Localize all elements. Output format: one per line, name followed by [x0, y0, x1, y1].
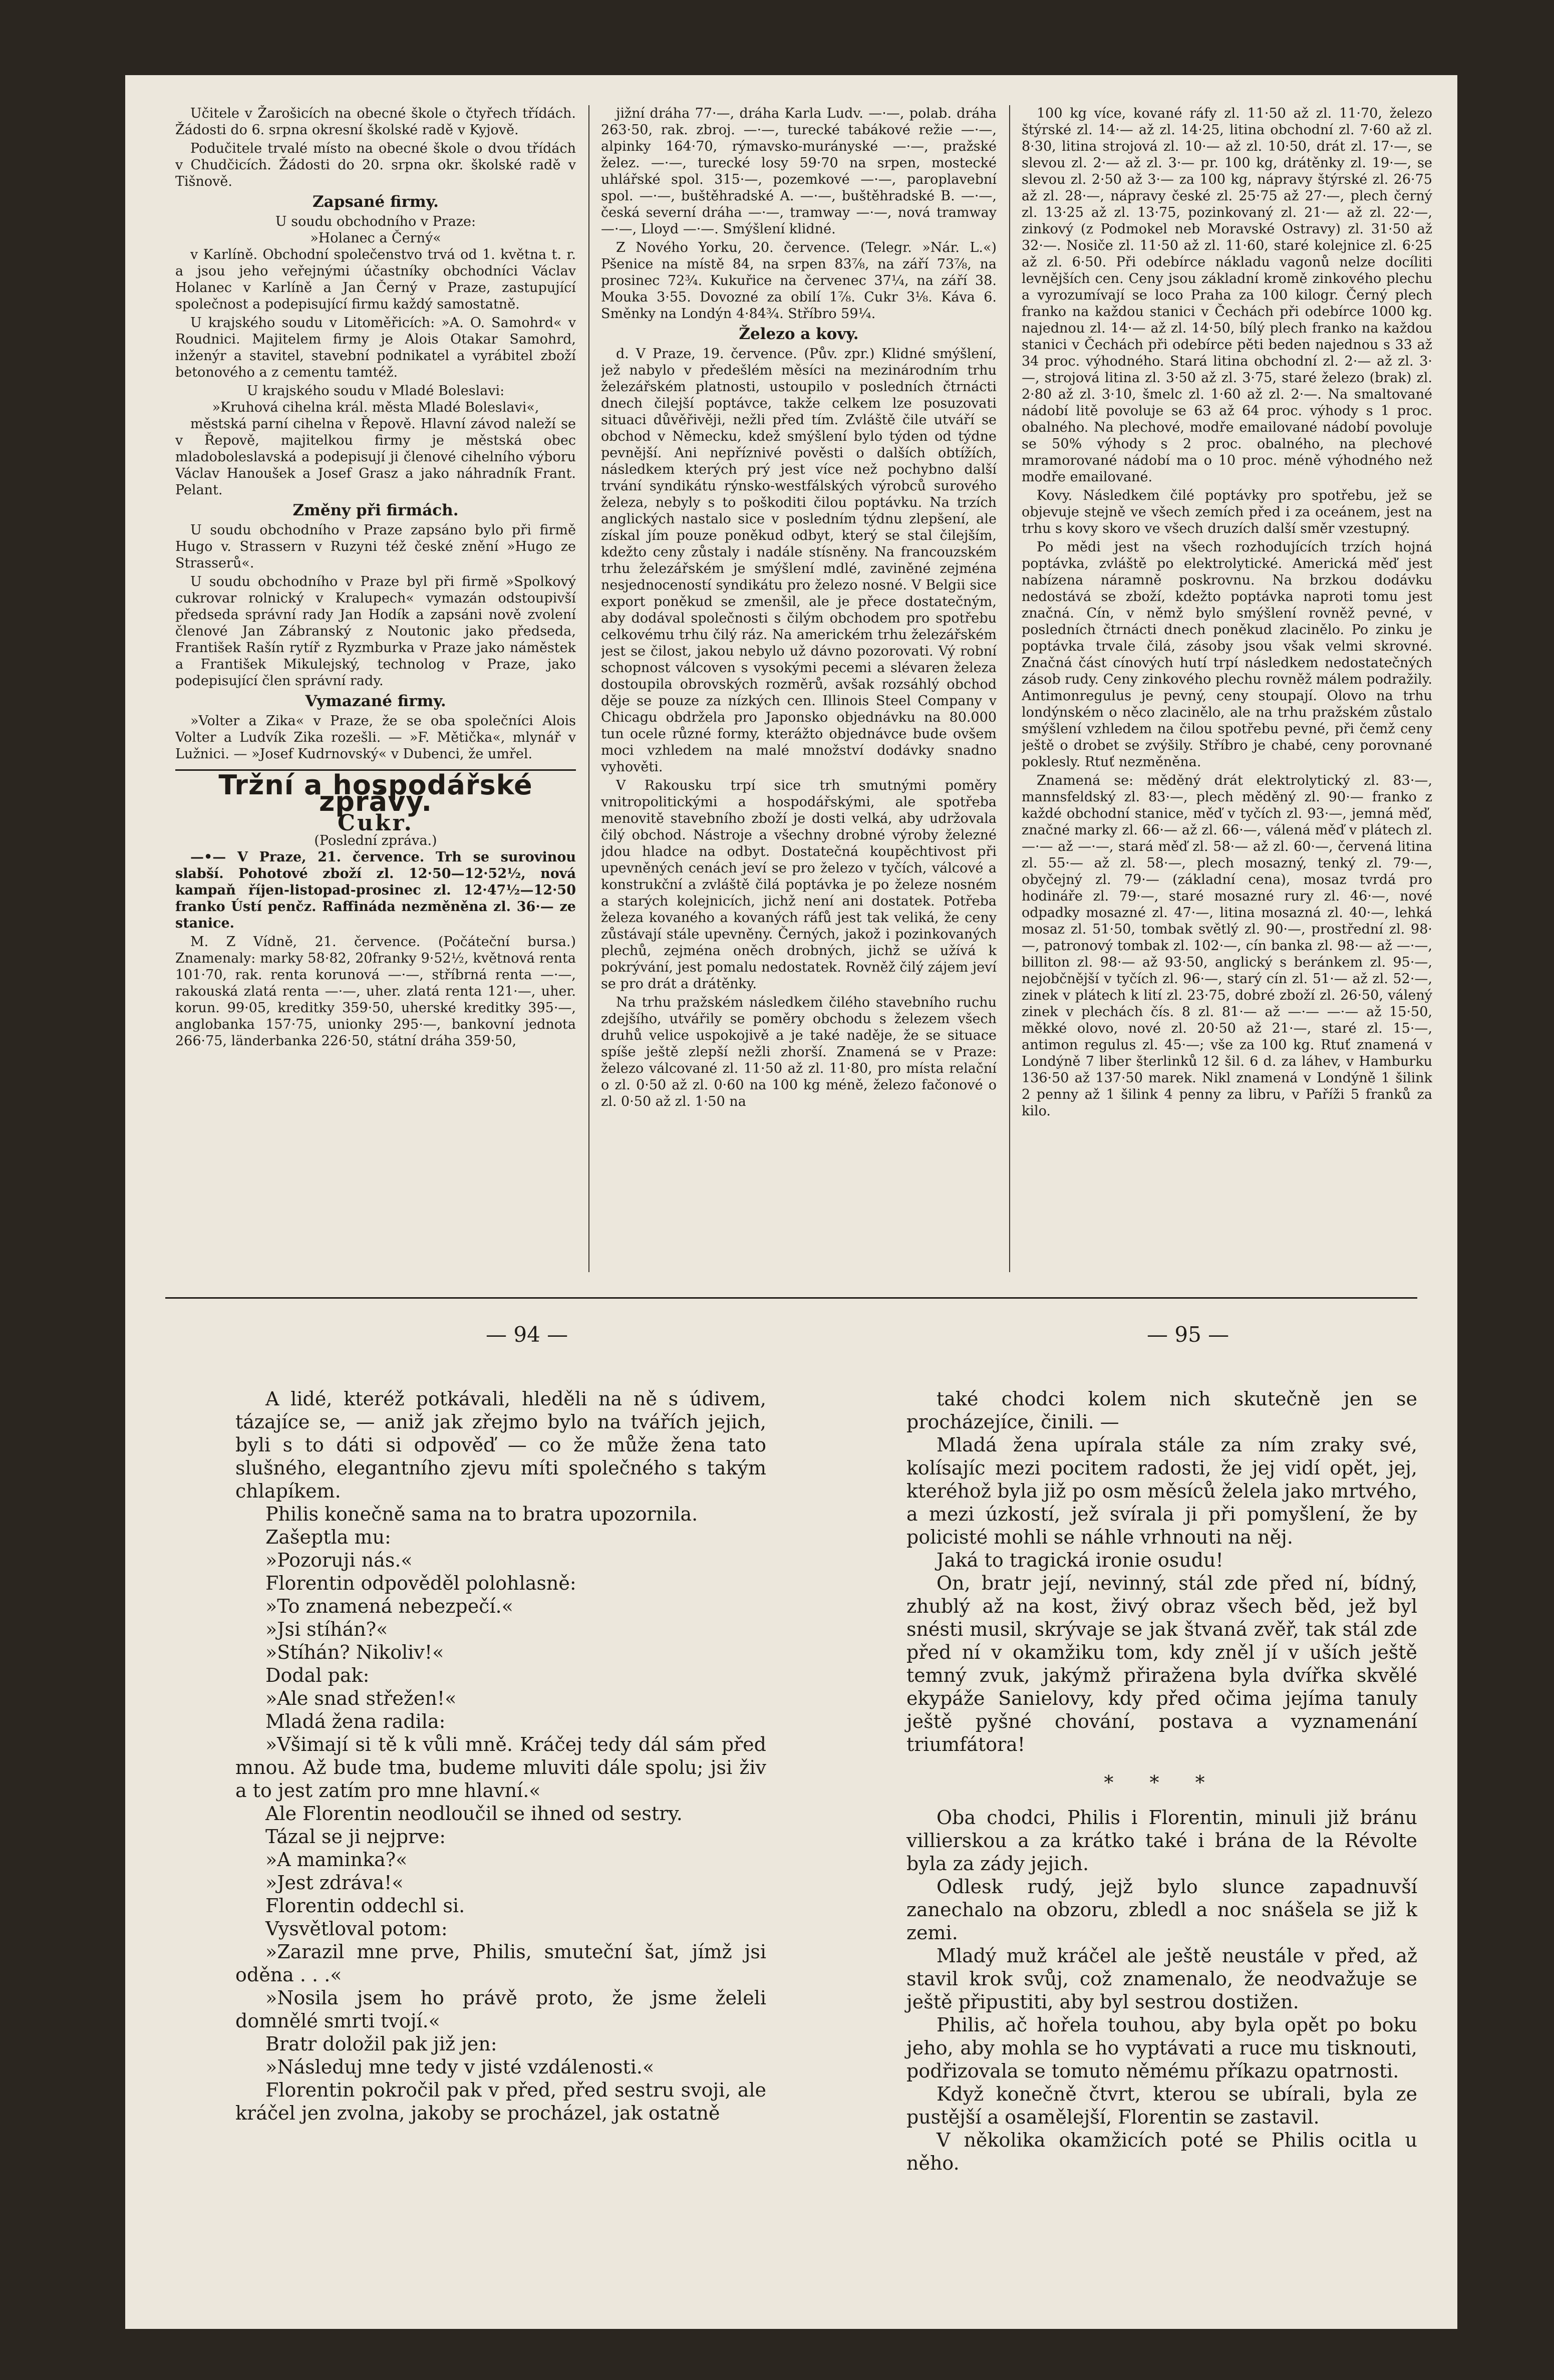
vienna-bourse: M. Z Vídně, 21. července. (Počáteční bursa.) Znamenaly: marky 58·82, 20franky 9·52½, květnová renta 101·70, rak. renta korunová —·—, stříbrná renta —·—, rakouská zlatá renta —·—, uher. zlatá renta 121·—, uher. korun. 99·05, kreditky 359·50, uherské kreditky 395·—, anglobanka 157·75, unionky 295·—, bankovní jednota 266·75, länderbanka 226·50, státní dráha 359·50, [175, 934, 576, 1049]
firm-cihelna-text: městská parní cihelna v Řepově. Hlavní závod naleží se v Řepově, majitelkou firmy je městská obec mladoboleslavská a podepisují ji členové cihelního výboru Václav Hanoušek a Josef Grasz a jako náhradník Frant. Pelant. [175, 416, 576, 498]
novel-paragraph: V několika okamžicích poté se Philis ocitla u něho. [906, 2129, 1417, 2174]
novel-paragraph: Mladá žena radila: [265, 1710, 446, 1732]
iron-report-3: Na trhu pražském následkem čilého stavebního ruchu zdejšího, utvářily se poměry obchodu s železem všech druhů velice uspokojivě a je také naděje, že se situace spíše ještě zlepší nežli zhorší. Znamená se v Praze: železo válcované zl. 11·50 až zl. 11·80, pro místa relační o zl. 0·50 až zl. 0·60 na 100 kg méně, železo fačonové o zl. 0·50 až zl. 1·50 na [601, 995, 997, 1109]
column-2 [601, 105, 997, 1287]
novel-paragraph: »Pozoruji nás.« [265, 1549, 413, 1571]
market-page [125, 75, 1457, 1292]
novel-paragraph: »Jsi stíhán?« [265, 1618, 388, 1640]
novel-paragraph: Florentin odpověděl polohlasně: [265, 1572, 576, 1594]
column-rule-1 [588, 105, 589, 1272]
novel-paragraph: Philis konečně sama na to bratra upozornila. [265, 1503, 698, 1525]
iron-report-1: d. V Praze, 19. července. (Pův. zpr.) Klidné smýšlení, jež nabylo v předešlém měsíci na mezinárodním trhu železářském platnosti, ustoupilo v posledních čtrnácti dnech čilejší poptávce, takže celkem lze posuzovati situaci důvěřivěji, nežli před tím. Zvláště čile utváří se obchod v Německu, kdež smýšlení bylo týden od týdne pevnější. Ani nepříznivé pověsti o dalších obtížích, následkem kterých prý jest více než pochybno další trvání syndikátu rýnsko-westfálských výrobců surového železa, nebyly s to poškoditi čilou poptávku. Na trzích anglických nastalo sice v posledním týdnu zlepšení, ale získal jím pouze poněkud odbyt, který se stal čilejším, kdežto ceny zůstaly i nadále stísněny. Na francouzském trhu železářském je smýšlení mdlé, zaviněné zejména nesjednoceností syndikátu pro železo nosné. V Belgii sice export poněkud se zmenšil, ale je přece dostatečným, aby dodával společnosti s čilým obchodem pro spotřebu celkovému trhu čilý ráz. Na americkém trhu železářském jest se čilost, jakou nebylo už dávno pozorovati. Vý robní schopnost válcoven s vysokými pecemi a slévaren železa dostoupila obrovských rozměrů, avšak rozsáhlý obchod děje se pouze za nízkých cen. Illinois Steel Company v Chicagu obdržela pro Japonsko objednávku na 80.000 tun ocele různé formy, kterážto objednávce bude ovšem moci vzhledem na malé množství dodávky snadno vyhověti. [601, 346, 997, 775]
heading-vymazane: Vymazané firmy. [305, 692, 446, 710]
page-number-right: — 95 — [1147, 1322, 1229, 1347]
cukr-report: —•— V Praze, 21. července. Trh se surovinou slabší. Pohotové zboží zl. 12·50—12·52½, nová kampaň říjen-listopad-prosinec zl. 12·47½—12·50 franko Ústí penčz. Raffináda nezměněna zl. 36·— ze stanice. [175, 849, 576, 931]
novel-paragraph: »A maminka?« [265, 1849, 408, 1871]
column-1 [175, 105, 576, 1287]
novel-paragraph: »Zarazil mne prve, Philis, smuteční šat, jímž jsi oděna . . .« [235, 1941, 766, 1986]
column-3 [1022, 105, 1432, 1287]
novel-paragraph: »Jest zdráva!« [265, 1872, 404, 1894]
heading-zapsane-firmy: Zapsané firmy. [313, 193, 439, 211]
novel-paragraph: Odlesk rudý, jejž bylo slunce zapadnuvší zanechalo na obzoru, zbledl a noc snášela se již k zemi. [906, 1876, 1417, 1944]
court-prague: U soudu obchodního v Praze: [275, 214, 476, 229]
novel-paragraph: Když konečně čtvrt, kterou se ubírali, byla ze pustější a osamělejší, Florentin se zastavil. [906, 2083, 1417, 2128]
court-mlada-boleslav: U krajského soudu v Mladé Boleslavi: [246, 383, 505, 399]
novel-paragraph: A lidé, kteréž potkávali, hleděli na ně s údivem, tázajíce se, — aniž jak zřejmo bylo na tvářích jejich, byli s to dáti si odpověď — co že může žena tato slušného, elegantního zjevu míti společného s takým chlapíkem. [235, 1388, 766, 1502]
novel-paragraph: Dodal pak: [265, 1664, 370, 1686]
novel-paragraph: Mladý muž kráčel ale ještě neustále v před, až stavil krok svůj, což znamenalo, že neodvažuje se ještě připustiti, aby byl sestrou dostižen. [906, 1945, 1417, 2013]
novel-left-column [235, 1387, 766, 2125]
novel-paragraph: »Následuj mne tedy v jisté vzdálenosti.« [265, 2056, 655, 2078]
new-york-report: Z Nového Yorku, 20. července. (Telegr. »Nár. L.«) Pšenice na místě 84, na srpen 83⅞, na září 73⅞, na prosinec 72¾. Kukuřice na červenec 37¼, na září 38. Mouka 3·55. Dovozné za obilí 1⅞. Cukr 3⅛. Káva 6. Směnky na Londýn 4·84¾. Stříbro 59¼. [601, 240, 997, 322]
novel-paragraph: »To znamená nebezpečí.« [265, 1595, 513, 1617]
page-number-left: — 94 — [486, 1322, 568, 1347]
novel-paragraph: »Nosila jsem ho právě proto, že jsme želeli domnělé smrti tvojí.« [235, 1987, 766, 2032]
metals-report: Po mědi jest na všech rozhodujících trzích hojná poptávka, zvláště po elektrolytické. Americká měď jest nabízena náramně poskrovnu. Na brzkou dodávku nedostává se zboží, kdežto poptávka naproti tomu jest značná. Cín, v němž bylo smýšlení rovněž pevné, v posledních čtrnácti dnech poněkud zlacinělo. Po zinku je poptávka trvale čilá, zásoby jsou však velmi skrovné. Značná část cínových hutí trpí následkem nedostatečných zásob rudy. Ceny zinkového plechu rovněž málem podražily. Antimonregulus je pevný, ceny stoupají. Olovo na trhu londýnském o něco zlacinělo, ale na trhu pražském zůstalo smýšlení vzhledem na čilou spotřebu pevné, při čemž ceny ještě o drobet se zvýšily. Stříbro je chabé, ceny porovnané poklesly. Rtuť nezměněna. [1022, 539, 1432, 770]
novel-paragraph: Mladá žena upírala stále za ním zraky své, kolísajíc mezi pocitem radosti, že jej vidí opět, jej, kteréhož byla již po osm měsíců želela jako mrtvého, a mezi úzkostí, jež svírala ji při pomyšlení, že by policisté mohli se náhle vrhnouti na něj. [906, 1434, 1417, 1548]
column-rule-2 [1009, 105, 1010, 1272]
newspaper-sheet [125, 75, 1457, 2329]
novel-paragraph: »Ale snad střežen!« [265, 1687, 457, 1709]
novel-paragraph: Oba chodci, Philis i Florentin, minuli již bránu villierskou a za krátko také i brána de la Révolte byla za zády jejich. [906, 1807, 1417, 1875]
novel-paragraph: Philis, ač hořela touhou, aby byla opět po boku jeho, aby mohla se ho vyptávati a ruce mu tisknouti, podřizovala se tomuto němému příkazu opatrnosti. [906, 2014, 1417, 2082]
firm-cihelna: »Kruhová cihelna král. města Mladé Boleslavi«, [212, 400, 539, 415]
firm-cukrovar: U soudu obchodního v Praze byl při firmě »Spolkový cukrovar rolnický v Kralupech« vymazán odstoupivší předseda správní rady Jan Hodík a zapsáni nově zvolení členové Jan Zábranský z Noutonic jako předseda, František Rašín rytíř z Ryzmburka v Praze jako náměstek a František Mikulejský, technolog v Praze, jako podepisující člen správní rady. [175, 574, 576, 689]
novel-paragraph: Florentin oddechl si. [265, 1895, 465, 1917]
novel-paragraph: Jaká to tragická ironie osudu! [937, 1549, 1223, 1571]
iron-report-2: V Rakousku trpí sice trh smutnými poměry vnitropolitickými a hospodářskými, ale spotřeba menovitě stavebního zboží je dosti velká, aby udržovala čilý obchod. Nástroje a všechny drobné výroby železné jdou hladce na odbyt. Dostatečná koupěchtivost při upevněných cenách jeví se pro železo v tyčích, válcové a konstrukční a zvláště čilá poptávka je po železe nosném a starých kolejnicích, jichž není ani dostatek. Potřeba železa kovaného a kovaných ráfů jest tak veliká, že ceny zůstávají stále upevněny. Černých, jakož i pozinkovaných plechů, zejména oněch drobných, jichž se užívá k pokrývání, jest pomalu nedostatek. Rovněž čilý zájem jeví se pro drát a drátěnky. [601, 778, 997, 992]
novel-right-column [906, 1387, 1417, 2175]
firm-samohrd: U krajského soudu v Litoměřicích: »A. O. Samohrd« v Roudnici. Majitelem firmy je Alois Otakar Samohrd, inženýr a stavitel, stavební podnikatel a vyrábitel zboží betonového a z cementu tamtéž. [175, 315, 576, 380]
section-title-market: Tržní a hospodářské zprávy. [175, 769, 576, 810]
novel-paragraph: On, bratr její, nevinný, stál zde před ní, bídný, zhublý až na kost, živý obraz všech běd, jež byl snésti musil, skrývaje se jak štvaná zvěř, tak stál zde před ní v okamžiku tom, kdy zněl jí v uších ještě temný zvuk, jakýmž přiražena byla dvířka skvělé ekypáže Sanielovy, kdy před očima jejíma tanuly ještě pyšné chování, postava a vyznamenání triumfátora! [906, 1572, 1417, 1755]
novel-paragraph: Vysvětloval potom: [265, 1918, 448, 1940]
heading-cukr: Cukr. [338, 810, 414, 836]
firm-holanec-text: v Karlíně. Obchodní společenstvo trvá od 1. května t. r. a jsou jeho veřejnými účastníky obchodníci Václav Holanec v Karlíně a Jan Černý v Praze, zastupující společnost a podepisující firmu každý samostatně. [175, 247, 576, 312]
section-break-asterisks: * * * [1104, 1771, 1220, 1794]
novel-paragraph: »Všimají si tě k vůli mně. Kráčej tedy dál sám před mnou. Až bude tma, budeme mluviti dále spolu; jsi živ a to jest zatím pro mne hlavní.« [235, 1733, 766, 1802]
firm-holanec: »Holanec a Černý« [310, 230, 441, 246]
cukr-subtitle: (Poslední zpráva.) [314, 833, 437, 848]
novel-paragraph: Zašeptla mu: [265, 1526, 391, 1548]
iron-prices: 100 kg více, kované ráfy zl. 11·50 až zl. 11·70, železo štýrské zl. 14·— až zl. 14·25, litina obchodní zl. 7·60 až zl. 8·30, litina strojová zl. 10·— až zl. 10·50, drát zl. 17·—, se slevou zl. 2·— až zl. 3·— pr. 100 kg, drátěnky zl. 19·—, se slevou zl. 2·50 až 3·— za 100 kg, nápravy štýrské zl. 26·75 až zl. 28·—, nápravy české zl. 25·75 až 27·—, plech černý zl. 13·25 až zl. 13·75, pozinkovaný zl. 21·— až zl. 22·—, zinkový (z Podmokel neb Moravské Ostravy) zl. 31·50 až 32·—. Nosiče zl. 11·50 až zl. 11·60, staré kolejnice zl. 6·25 až zl. 6·50. Při odebírce nákladu vagonů nelze docíliti levnějších cen. Ceny jsou základní kromě zinkového plechu a vyrozumívají se loco Praha za 100 kilogr. Černý plech franko na každou stanici v Čechách při odebírce 1000 kg. najednou zl. 14·— až zl. 14·50, bílý plech franko na každou stanici v Čechách při odebírce pěti beden najednou s 33 až 34 proc. výhodného. Stará litina obchodní zl. 2·— až zl. 3·—, strojová litina zl. 3·50 až zl. 3·75, staré železo (brak) zl. 2·80 až zl. 3·10, šmelc zl. 1·60 až zl. 2·—. Na smaltované nádobí litě povoluje se 63 až 64 proc. výhody s 1 proc. obalného. Na plechové, modře emailované nádobí povoluje se 50% výhody s 2 proc. obalného, na plechové mramorované nádobí ma o 10 proc. méně výhodného než modře emailované. [1022, 106, 1432, 485]
firm-strassern: U soudu obchodního v Praze zapsáno bylo při firmě Hugo v. Strassern v Ruzyni též české znění »Hugo ze Strasserů«. [175, 522, 576, 571]
firm-deleted: »Volter a Zika« v Praze, že se oba společníci Alois Volter a Ludvík Zika rozešli. — »F. Mětička«, mlynář v Lužnici. — »Josef Kudrnovský« v Dubenci, že umřel. [175, 713, 576, 762]
vienna-bourse-cont: jižní dráha 77·—, dráha Karla Ludv. —·—, polab. dráha 263·50, rak. zbroj. —·—, turecké tabákové režie —·—, alpinky 164·70, rýmavsko-murányské —·—, pražské želez. —·—, turecké losy 59·70 na srpen, mostecké uhlářské spol. 315·—, pozemkové —·—, paroplavební spol. —·—, buštěhradské A. —·—, buštěhradské B. —·—, česká severní dráha —·—, tramway —·—, nová tramway —·—, Lloyd —·—. Smýšlení klidné. [601, 106, 997, 237]
novel-paragraph: Ale Florentin neodloučil se ihned od sestry. [265, 1803, 683, 1825]
metals-prices: Znamená se: měděný drát elektrolytický zl. 83·—, mannsfeldský zl. 83·—, plech měděný zl. 90·— franko z každé obchodní stanice, měď v tyčích zl. 93·—, jemná měď, značné marky zl. 66·— až zl. 66·—, válená měď v plátech zl. —·— až —·—, stará měď zl. 58·— až zl. 60·—, červená litina zl. 55·— až zl. 58·—, plech mosazný, tenký zl. 79·—, obyčejný zl. 79·— (základní cena), mosaz tvrdá pro hodináře zl. 79·—, staré mosazné rury zl. 46·—, nové odpadky mosazné zl. 47·—, litina mosazná zl. 40·—, lehká mosaz zl. 51·50, tombak světlý zl. 90·—, prostřední zl. 98·—, patronový tombak zl. 102·—, cín banka zl. 98·— až —·—, billiton zl. 98·— až 93·50, anglický s beránkem zl. 95·—, nejobčnější v tyčích zl. 96·—, starý cín zl. 51·— až zl. 52·—, zinek v plátech k lití zl. 23·75, dobré zboží zl. 26·50, válený zinek v plechách čís. 8 zl. 81·— až —·— —·— až 15·50, měkké olovo, nové zl. 20·50 až 21·—, staré zl. 15·—, antimon regulus zl. 45·—; vše za 100 kg. Rtuť znamená v Londýně 7 liber šterlinků 12 šil. 6 d. za láhev, v Hamburku 136·50 až 137·50 marek. Nikl znamená v Londýně 1 šilink 2 penny až 1 šilink 4 penny za libru, v Paříži 5 franků za kilo. [1022, 773, 1432, 1119]
metals-intro: Kovy. Následkem čilé poptávky pro spotřebu, jež se objevuje stejně ve všech zemích před i za oceánem, jest na trhu s kovy skoro ve všech druzích další směr vzestupný. [1022, 488, 1432, 536]
novel-paragraph: Bratr doložil pak již jen: [265, 2033, 497, 2055]
heading-zmeny: Změny při firmách. [292, 501, 459, 519]
notice-chudcice: Podučitele trvalé místo na obecné škole o dvou třídách v Chudčicích. Žádosti do 20. srpna okr. školské radě v Tišnově. [175, 141, 576, 189]
notice-zarosice: Učitele v Žarošicích na obecné škole o čtyřech třídách. Žádosti do 6. srpna okresní školské radě v Kyjově. [175, 106, 576, 138]
novel-paragraph: Florentin pokročil pak v před, před sestru svoji, ale kráčel jen zvolna, jakoby se procházel, jak ostatně [235, 2079, 766, 2124]
page-divider [165, 1297, 1417, 1299]
novel-paragraph: »Stíhán? Nikoliv!« [265, 1641, 444, 1663]
heading-zelezo: Železo a kovy. [739, 325, 859, 343]
novel-paragraph: Tázal se ji nejprve: [265, 1826, 446, 1848]
novel-paragraph: také chodci kolem nich skutečně jen se procházejíce, činili. — [906, 1388, 1417, 1433]
